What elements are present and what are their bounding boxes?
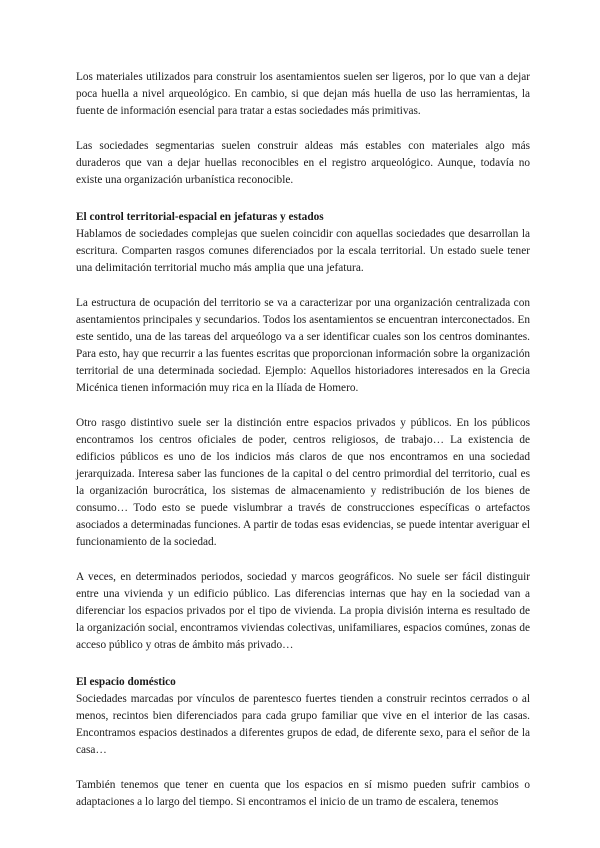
paragraph: Hablamos de sociedades complejas que suelen coincidir con aquellas sociedades que desarrollan la escritura. Comparten rasgos comunes diferenciados por la escala territorial. Un estado suele tener una delimitación territorial mucho más amplia que una jefatura. xyxy=(76,228,530,274)
paragraph: Sociedades marcadas por vínculos de parentesco fuertes tienden a construir recintos cerrados o al menos, recintos bien diferenciados para cada grupo familiar que vive en el interior de las casas. Encontramos espacios destinados a diferentes grupos de edad, de diferente sexo, para el señor de la casa… xyxy=(76,693,530,756)
paragraph: La estructura de ocupación del territorio se va a caracterizar por una organización centralizada con asentamientos principales y secundarios. Todos los asentamientos se encuentran interconectados. En este sentido, una de las tareas del arqueólogo va a ser identificar cuales son los centros dominantes. Para esto, hay que recurrir a las fuentes escritas que proporcionan información sobre la organización territorial de una determinada sociedad. Ejemplo: Aquellos historiadores interesados en la Grecia Micénica tienen información muy rica en la Ilíada de Homero. xyxy=(76,297,530,394)
paragraph: Las sociedades segmentarias suelen construir aldeas más estables con materiales algo más duraderos que van a dejar huellas reconocibles en el registro arqueológico. Aunque, todavía no existe una organización urbanística reconocible. xyxy=(76,140,530,186)
section-heading: El control territorial-espacial en jefaturas y estados xyxy=(76,211,324,223)
paragraph: A veces, en determinados periodos, sociedad y marcos geográficos. No suele ser fácil distinguir entre una vivienda y un edificio público. Las diferencias internas que hay en la sociedad van a diferenciar los espacios privados por el tipo de vivienda. La propia división interna es resultado de la organización social, encontramos viviendas colectivas, unifamiliares, espacios comúnes, zonas de acceso público y otras de ámbito más privado… xyxy=(76,571,530,651)
section-heading: El espacio doméstico xyxy=(76,676,176,688)
paragraph: Otro rasgo distintivo suele ser la distinción entre espacios privados y públicos. En los públicos encontramos los centros oficiales de poder, centros religiosos, de trabajo… La existencia de edificios públicos es uno de los indicios más claros de que nos encontramos en una sociedad jerarquizada. Interesa saber las funciones de la capital o del centro primordial del territorio, cual es la organización burocrática, los sistemas de almacenamiento y redistribución de los bienes de consumo… Todo esto se puede vislumbrar a través de construcciones específicas o artefactos asociados a determinadas funciones. A partir de todas esas evidencias, se puede intentar averiguar el funcionamiento de la sociedad. xyxy=(76,417,530,548)
paragraph: Los materiales utilizados para construir los asentamientos suelen ser ligeros, por lo que van a dejar poca huella a nivel arqueológico. En cambio, si que dejan más huella de uso las herramientas, la fuente de información esencial para tratar a estas sociedades más primitivas. xyxy=(76,71,530,117)
paragraph: También tenemos que tener en cuenta que los espacios en sí mismo pueden sufrir cambios o adaptaciones a lo largo del tiempo. Si encontramos el inicio de un tramo de escalera, tenemos xyxy=(76,779,530,808)
